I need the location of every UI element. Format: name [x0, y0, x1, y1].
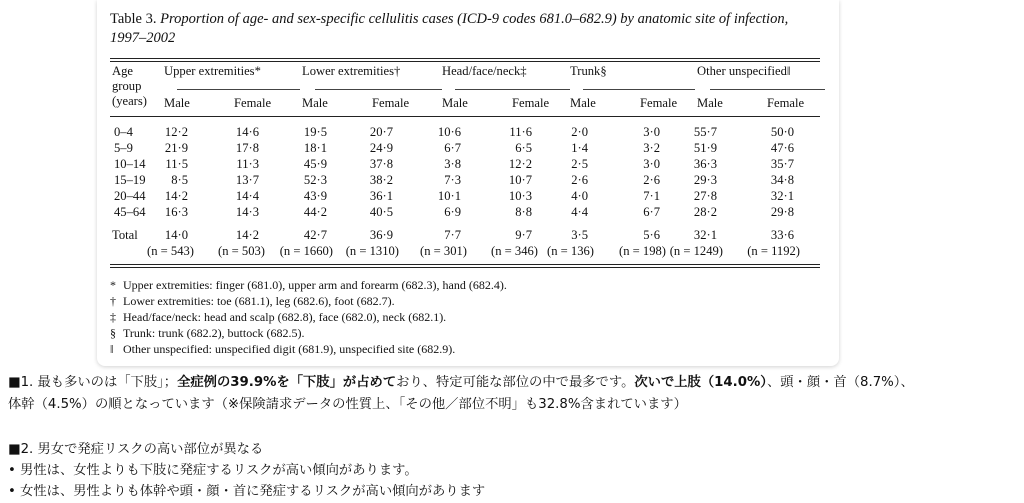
age-header-line-1: Age: [112, 64, 133, 78]
cell-r6-c2: 14·3: [235, 205, 259, 219]
total-count-c7: (n = 136): [547, 244, 594, 258]
sex-header-female-5: Female: [767, 96, 805, 110]
point1-part-b: 全症例の39.9%を「下肢」が占めて: [177, 375, 397, 390]
cell-r2-c4: 24·9: [369, 141, 393, 155]
header-rule: [110, 116, 820, 117]
age-group-1: 0–4: [114, 125, 133, 139]
footnotes: [110, 277, 820, 357]
cell-r2-c10: 47·6: [770, 141, 794, 155]
cell-r6-c7: 4·4: [571, 205, 588, 219]
total-count-c6: (n = 346): [491, 244, 538, 258]
table-card: [97, 0, 839, 366]
sex-header-male-1: Male: [164, 96, 190, 110]
cell-r4-c8: 2·6: [643, 173, 660, 187]
age-group-3: 10–14: [114, 157, 146, 171]
sex-header-female-2: Female: [372, 96, 410, 110]
cell-r3-c10: 35·7: [770, 157, 794, 171]
cell-r6-c5: 6·9: [444, 205, 461, 219]
commentary-point1-line2: 体幹（4.5%）の順となっています（※保険請求データの性質上、「その他／部位不明」も32.8%含まれています）: [8, 397, 687, 412]
cell-r1-c1: 12·2: [164, 125, 188, 139]
point1-part-a: ■1. 最も多いのは「下肢」；: [8, 375, 178, 390]
cell-r5-c9: 27·8: [693, 189, 717, 203]
total-value-c1: 14·0: [164, 228, 188, 242]
cell-r5-c10: 32·1: [770, 189, 794, 203]
sex-header-female-3: Female: [512, 96, 550, 110]
site-header-rule-1: [177, 89, 300, 90]
commentary-point2-bullet1: • 男性は、女性よりも下肢に発症するリスクが高い傾向があります。: [8, 463, 418, 478]
cell-r2-c6: 6·5: [515, 141, 532, 155]
footnote-text: Trunk: trunk (682.2), buttock (682.5).: [123, 326, 305, 340]
age-group-4: 15–19: [114, 173, 146, 187]
cell-r4-c2: 13·7: [235, 173, 259, 187]
cell-r5-c4: 36·1: [369, 189, 393, 203]
total-value-c5: 7·7: [444, 228, 461, 242]
site-header-5: Other unspecified‖: [697, 64, 791, 78]
cell-r4-c5: 7·3: [444, 173, 461, 187]
total-count-c3: (n = 1660): [279, 244, 333, 258]
total-count-c5: (n = 301): [420, 244, 467, 258]
footnote-2: [110, 293, 820, 309]
total-value-c4: 36·9: [369, 228, 393, 242]
cell-r4-c6: 10·7: [508, 173, 532, 187]
cell-r2-c7: 1·4: [571, 141, 588, 155]
total-value-c10: 33·6: [770, 228, 794, 242]
total-count-c2: (n = 503): [218, 244, 265, 258]
sex-header-male-2: Male: [302, 96, 328, 110]
site-header-2: Lower extremities†: [302, 64, 401, 78]
sex-header-male-3: Male: [442, 96, 468, 110]
cell-r6-c10: 29·8: [770, 205, 794, 219]
top-rule-2: [110, 61, 820, 62]
footnote-symbol: ‖: [110, 342, 114, 356]
cell-r5-c2: 14·4: [235, 189, 259, 203]
footnote-4: [110, 325, 820, 341]
cell-r4-c3: 52·3: [303, 173, 327, 187]
total-value-c2: 14·2: [235, 228, 259, 242]
cell-r2-c8: 3·2: [643, 141, 660, 155]
cell-r6-c3: 44·2: [303, 205, 327, 219]
footnote-symbol: *: [110, 278, 116, 292]
total-count-c10: (n = 1192): [747, 244, 800, 258]
cell-r1-c6: 11·6: [509, 125, 532, 139]
cell-r4-c1: 8·5: [171, 173, 188, 187]
age-group-5: 20–44: [114, 189, 146, 203]
cell-r1-c2: 14·6: [235, 125, 259, 139]
site-header-rule-4: [583, 89, 695, 90]
bottom-rule: [110, 264, 820, 265]
site-header-rule-3: [455, 89, 570, 90]
footnote-text: Other unspecified: unspecified digit (681.9), unspecified site (682.9).: [123, 342, 456, 356]
cell-r5-c7: 4·0: [571, 189, 588, 203]
total-value-c3: 42·7: [303, 228, 327, 242]
footnote-text: Head/face/neck: head and scalp (682.8), face (682.0), neck (682.1).: [123, 310, 447, 324]
bottom-rule-2: [110, 267, 820, 268]
cell-r2-c5: 6·7: [444, 141, 461, 155]
cell-r2-c2: 17·8: [235, 141, 259, 155]
point1-part-d: 次いで上肢（14.0%）: [634, 375, 767, 390]
point1-part-e: 、頭・顔・首（8.7%）、: [766, 375, 914, 390]
cell-r6-c6: 8·8: [515, 205, 532, 219]
cell-r3-c4: 37·8: [369, 157, 393, 171]
cell-r1-c3: 19·5: [303, 125, 327, 139]
total-count-c1: (n = 543): [147, 244, 194, 258]
footnote-1: [110, 277, 820, 293]
age-header-line-3: (years): [112, 94, 147, 108]
cell-r3-c7: 2·5: [571, 157, 588, 171]
cell-r3-c9: 36·3: [693, 157, 717, 171]
cell-r5-c6: 10·3: [508, 189, 532, 203]
total-label: Total: [112, 228, 138, 242]
cell-r1-c9: 55·7: [693, 125, 717, 139]
site-header-3: Head/face/neck‡: [442, 64, 527, 78]
site-header-rule-2: [315, 89, 442, 90]
cell-r3-c6: 12·2: [508, 157, 532, 171]
cell-r5-c3: 43·9: [303, 189, 327, 203]
cell-r4-c9: 29·3: [693, 173, 717, 187]
commentary-point2-heading: ■2. 男女で発症リスクの高い部位が異なる: [8, 442, 264, 457]
age-group-6: 45–64: [114, 205, 146, 219]
top-rule: [110, 58, 820, 59]
cell-r5-c5: 10·1: [437, 189, 461, 203]
cell-r1-c5: 10·6: [437, 125, 461, 139]
age-group-2: 5–9: [114, 141, 133, 155]
cell-r3-c1: 11·5: [165, 157, 188, 171]
total-value-c6: 9·7: [515, 228, 532, 242]
footnote-symbol: §: [110, 326, 116, 340]
cell-r3-c3: 45·9: [303, 157, 327, 171]
footnote-text: Lower extremities: toe (681.1), leg (682.6), foot (682.7).: [123, 294, 395, 308]
sex-header-female-1: Female: [234, 96, 272, 110]
commentary-point2-bullet2: • 女性は、男性よりも体幹や頭・顔・首に発症するリスクが高い傾向があります: [8, 484, 486, 499]
cell-r6-c1: 16·3: [164, 205, 188, 219]
footnote-3: [110, 309, 820, 325]
total-value-c7: 3·5: [571, 228, 588, 242]
footnote-symbol: †: [110, 294, 116, 308]
cell-r2-c1: 21·9: [164, 141, 188, 155]
sex-header-male-4: Male: [570, 96, 596, 110]
table-caption: [110, 10, 820, 48]
cell-r6-c9: 28·2: [693, 205, 717, 219]
cell-r3-c2: 11·3: [236, 157, 259, 171]
site-header-1: Upper extremities*: [164, 64, 261, 78]
cell-r4-c7: 2·6: [571, 173, 588, 187]
footnote-symbol: ‡: [110, 310, 116, 324]
cell-r1-c4: 20·7: [369, 125, 393, 139]
total-count-c8: (n = 198): [619, 244, 666, 258]
commentary-point1-line1: [8, 373, 914, 393]
cell-r6-c8: 6·7: [643, 205, 660, 219]
cell-r1-c10: 50·0: [770, 125, 794, 139]
site-header-4: Trunk§: [570, 64, 607, 78]
age-header-line-2: group: [112, 79, 142, 93]
cell-r5-c8: 7·1: [643, 189, 660, 203]
sex-header-male-5: Male: [697, 96, 723, 110]
cell-r1-c7: 2·0: [571, 125, 588, 139]
cell-r6-c4: 40·5: [369, 205, 393, 219]
cell-r2-c9: 51·9: [693, 141, 717, 155]
cell-r3-c8: 3·0: [643, 157, 660, 171]
site-header-rule-5: [710, 89, 825, 90]
total-value-c8: 5·6: [643, 228, 660, 242]
cell-r3-c5: 3·8: [444, 157, 461, 171]
total-count-c9: (n = 1249): [669, 244, 723, 258]
total-value-c9: 32·1: [693, 228, 717, 242]
point1-part-c: おり、特定可能な部位の中で最多です。: [396, 375, 635, 390]
cell-r5-c1: 14·2: [164, 189, 188, 203]
sex-header-female-4: Female: [640, 96, 678, 110]
cell-r1-c8: 3·0: [643, 125, 660, 139]
footnote-text: Upper extremities: finger (681.0), upper arm and forearm (682.3), hand (682.4).: [123, 278, 507, 292]
cell-r2-c3: 18·1: [303, 141, 327, 155]
caption-label: Table 3.: [110, 11, 157, 27]
footnote-5: [110, 341, 820, 357]
cell-r4-c4: 38·2: [369, 173, 393, 187]
total-count-c4: (n = 1310): [345, 244, 399, 258]
cell-r4-c10: 34·8: [770, 173, 794, 187]
caption-title: Proportion of age- and sex-specific cellulitis cases (ICD-9 codes 681.0–682.9) by anatomic site of infection, 1997–2002: [110, 11, 789, 46]
